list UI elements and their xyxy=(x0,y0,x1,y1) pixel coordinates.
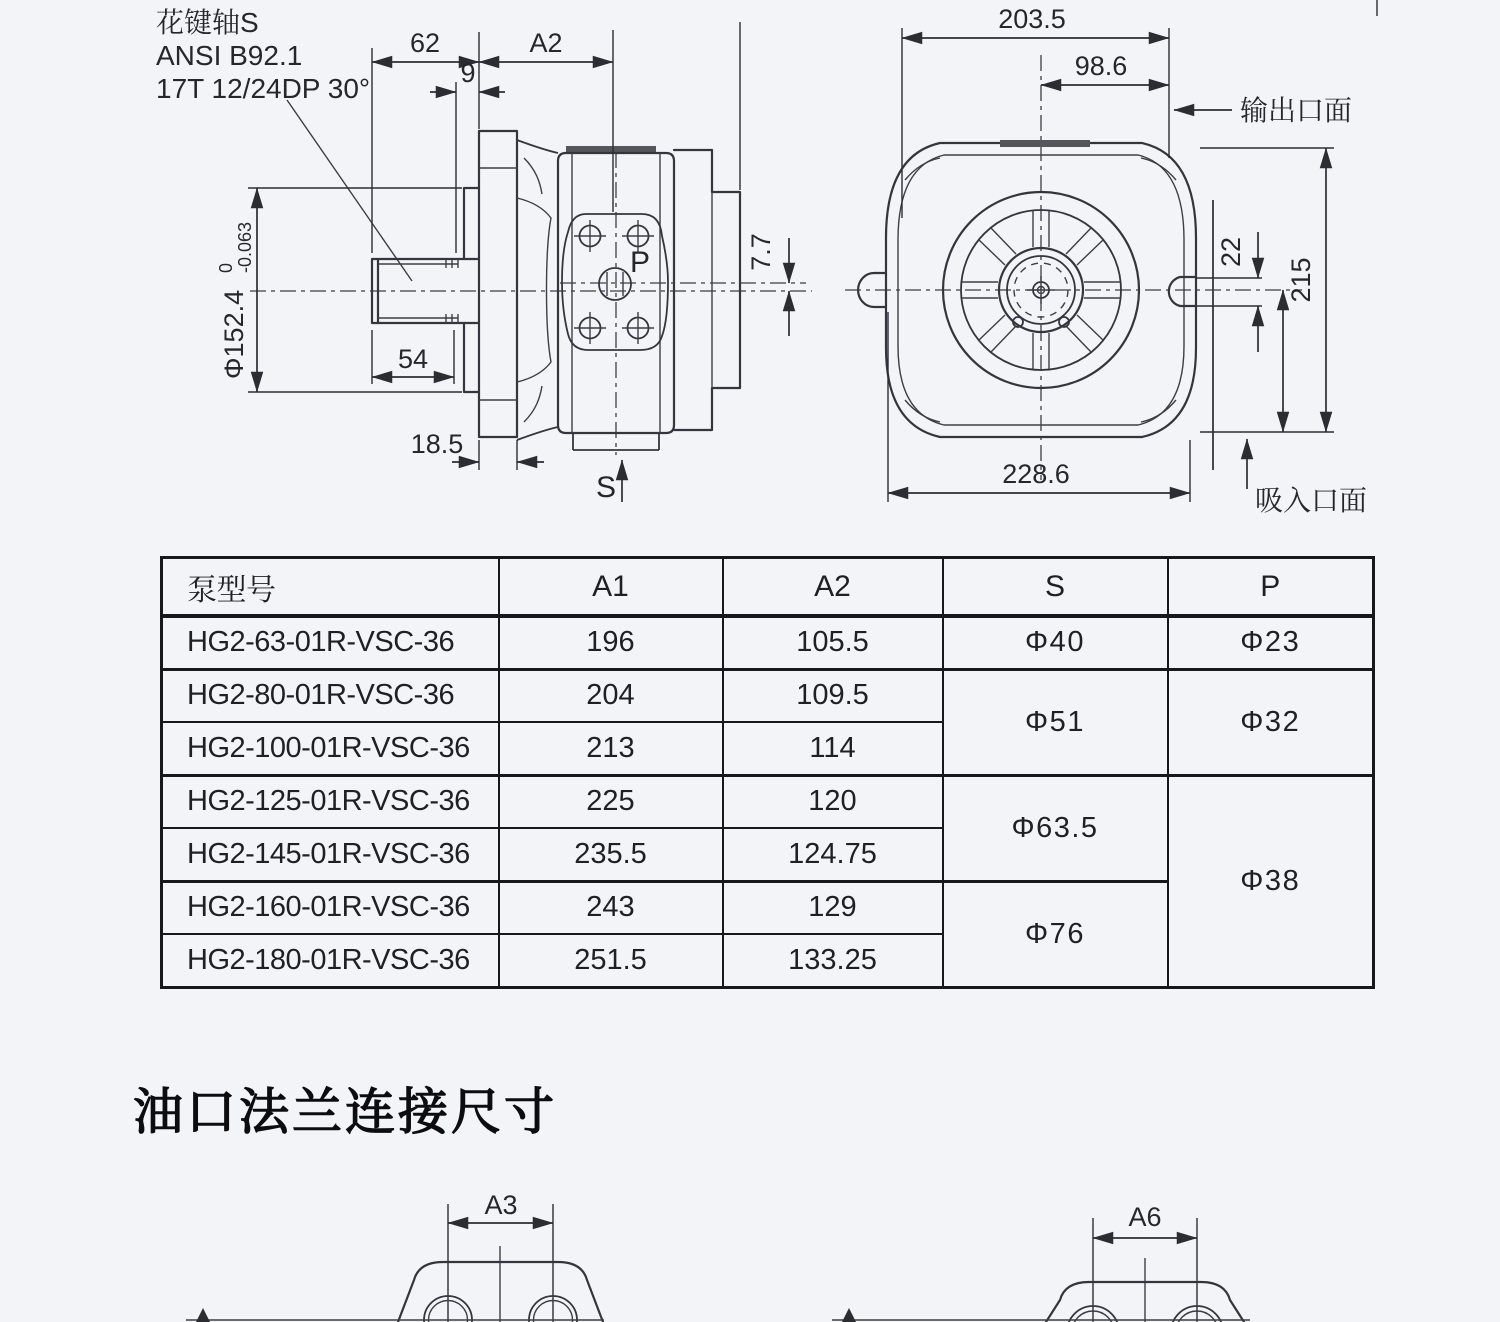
dim-18-5 xyxy=(411,429,544,470)
model-cell: HG2-80-01R-VSC-36 xyxy=(162,669,499,722)
bolt-hole xyxy=(574,312,606,344)
a2-cell: 105.5 xyxy=(723,616,943,669)
col-header-model: 泵型号 xyxy=(162,558,499,617)
s-cell: Φ51 xyxy=(943,669,1168,775)
pump-spec-table xyxy=(160,556,1375,989)
p-cell: Φ38 xyxy=(1168,775,1374,987)
p-port-label: P xyxy=(630,246,651,279)
dim-a2: A2 xyxy=(529,28,563,58)
table-header-row xyxy=(162,558,1374,617)
p-cell: Φ23 xyxy=(1168,616,1374,669)
model-cell: HG2-160-01R-VSC-36 xyxy=(162,881,499,934)
dim-228-6 xyxy=(888,312,1190,502)
spline-leader-line xyxy=(287,100,412,281)
table-row xyxy=(162,669,1374,722)
model-cell: HG2-145-01R-VSC-36 xyxy=(162,828,499,881)
a1-cell: 225 xyxy=(499,775,723,828)
dim-pilot-tol-lower: -0.063 xyxy=(235,221,255,273)
a1-cell: 251.5 xyxy=(499,934,723,987)
s-port-label: S xyxy=(596,471,617,504)
flange-view-a6 xyxy=(832,1202,1250,1322)
dim-7-7 xyxy=(746,233,789,336)
spline-note-line3: 17T 12/24DP 30° xyxy=(156,73,371,104)
flange-connection-drawing xyxy=(0,1160,1500,1322)
dim-62-a2-9 xyxy=(372,22,740,253)
dim-98-6 xyxy=(1041,51,1169,85)
model-cell: HG2-180-01R-VSC-36 xyxy=(162,934,499,987)
a2-cell: 109.5 xyxy=(723,669,943,722)
dim-215-text: 215 xyxy=(1286,257,1316,303)
inlet-face-label: 吸入口面 xyxy=(1255,485,1368,516)
dim-228-6-text: 228.6 xyxy=(1002,459,1070,489)
col-header-a2: A2 xyxy=(723,558,943,617)
table-row xyxy=(162,616,1374,669)
outlet-face-callout xyxy=(1174,95,1352,126)
dim-54 xyxy=(372,330,454,384)
dim-18-5-text: 18.5 xyxy=(410,429,464,459)
pilot-spigot xyxy=(464,188,479,392)
inlet-face-callout xyxy=(1247,439,1367,516)
dim-a3-text: A3 xyxy=(484,1190,518,1220)
col-header-s: S xyxy=(943,558,1168,617)
a1-cell: 204 xyxy=(499,669,723,722)
a2-cell: 120 xyxy=(723,775,943,828)
rear-cover xyxy=(674,150,740,430)
bell-housing xyxy=(517,140,558,440)
a1-cell: 213 xyxy=(499,722,723,775)
s-cell: Φ76 xyxy=(943,881,1168,987)
bolt-hole xyxy=(622,312,654,344)
dim-203-5-text: 203.5 xyxy=(998,4,1066,34)
dim-a6-text: A6 xyxy=(1128,1202,1162,1232)
spline-note xyxy=(156,7,412,281)
a2-cell: 133.25 xyxy=(723,934,943,987)
a1-cell: 196 xyxy=(499,616,723,669)
dim-pilot-diameter-value: Φ152.4 xyxy=(219,289,249,379)
flange-view-a3 xyxy=(186,1190,604,1322)
bolt-hole xyxy=(574,220,606,252)
a1-cell: 243 xyxy=(499,881,723,934)
col-header-p: P xyxy=(1168,558,1374,617)
model-cell: HG2-125-01R-VSC-36 xyxy=(162,775,499,828)
dimension-arrowhead xyxy=(842,1308,856,1322)
a1-cell: 235.5 xyxy=(499,828,723,881)
a2-cell: 129 xyxy=(723,881,943,934)
section-heading: 油口法兰连接尺寸 xyxy=(133,1084,557,1140)
model-cell: HG2-100-01R-VSC-36 xyxy=(162,722,499,775)
col-header-a1: A1 xyxy=(499,558,723,617)
dim-54-text: 54 xyxy=(397,344,429,374)
dim-9: 9 xyxy=(460,58,476,88)
dim-98-6-text: 98.6 xyxy=(1074,51,1128,81)
mounting-flange xyxy=(479,131,517,437)
outlet-face-label: 输出口面 xyxy=(1240,95,1353,126)
dim-7-7-text: 7.7 xyxy=(746,233,776,271)
p-cell: Φ32 xyxy=(1168,669,1374,775)
pump-front-view xyxy=(845,0,1377,516)
a2-cell: 114 xyxy=(723,722,943,775)
p-port-circle xyxy=(599,268,631,300)
s-cell: Φ63.5 xyxy=(943,775,1168,881)
pump-dimension-drawing xyxy=(0,0,1500,545)
s-cell: Φ40 xyxy=(943,616,1168,669)
dimension-arrowhead xyxy=(196,1308,210,1322)
dim-62: 62 xyxy=(409,28,441,58)
spline-note-line1: 花键轴S xyxy=(156,7,259,38)
dim-203-5 xyxy=(902,4,1169,218)
port-pad xyxy=(562,214,668,350)
table-row xyxy=(162,775,1374,828)
dim-pilot-tol-upper: 0 xyxy=(216,262,236,273)
model-cell: HG2-63-01R-VSC-36 xyxy=(162,616,499,669)
dim-22 xyxy=(1196,232,1262,352)
right-port-stub xyxy=(1169,277,1196,306)
spline-note-line2: ANSI B92.1 xyxy=(156,40,303,71)
svg-text:Φ152.4 0 - xyxy=(208,222,255,379)
a2-cell: 124.75 xyxy=(723,828,943,881)
dim-22-text: 22 xyxy=(1216,236,1246,268)
